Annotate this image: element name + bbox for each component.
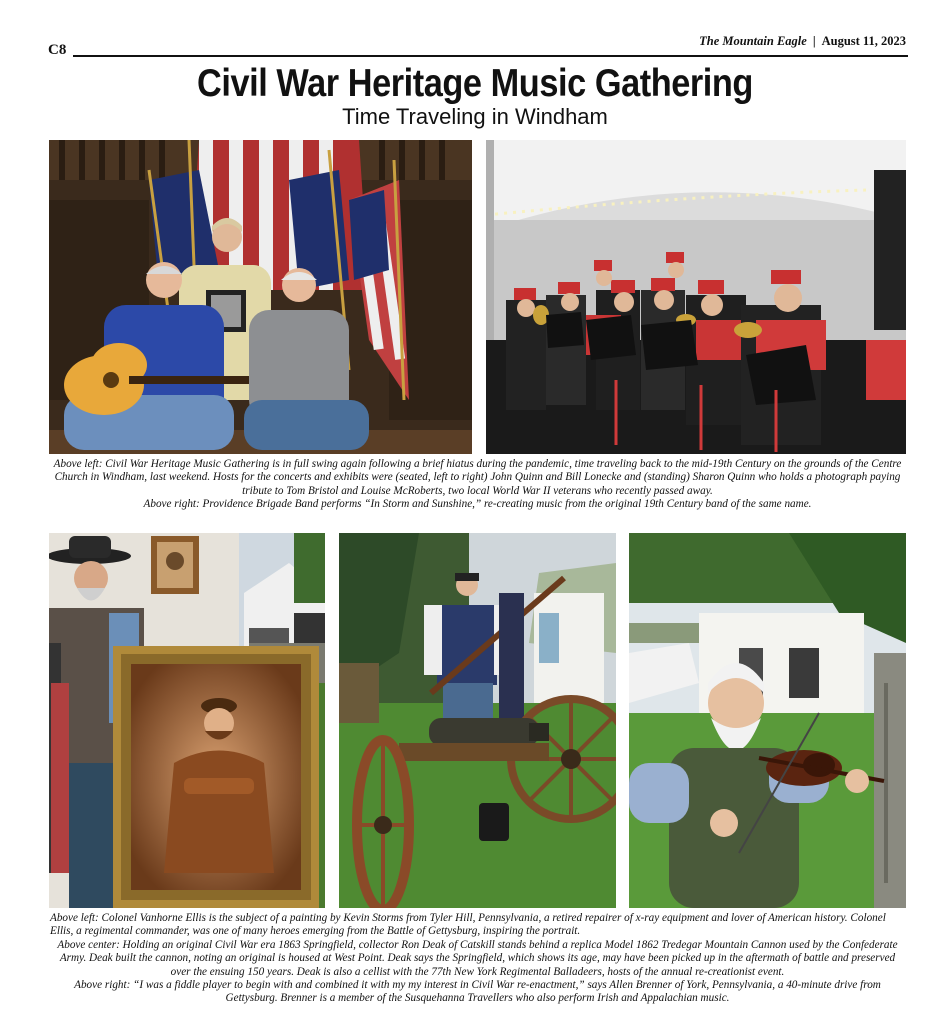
headline: Civil War Heritage Music Gathering bbox=[197, 62, 753, 105]
photo-colonel-portrait bbox=[49, 533, 325, 908]
photo-fiddle-player bbox=[629, 533, 906, 908]
caption-bottom-right: Above right: “I was a fiddle player to begin with and combined it with my my interest in Civil War re-enactment,” says Allen Brenner of York, Pennsylvania, a 40-minute drive from Gettysburg. Brenner is a member of the Susquehanna Travellers who also perform Irish and Appalachian music. bbox=[74, 979, 881, 1005]
caption-bottom-center: Above center: Holding an original Civil War era 1863 Springfield, collector Ron Deak of Catskill stands behind a replica Model 1862 Tredegar Mountain Cannon used by the Confederate Army. Deak built the cannon, noting an original is housed at West Point. Deak says the Springfield, which shows its age, may have been picked up in the aftermath of battle and preserved over the ensuing 150 years. Deak is also a cellist with the 77th New York Regimental Balladeers, hosts of the annual re-creationist event. bbox=[57, 938, 898, 978]
photo-hosts-with-flags bbox=[49, 140, 472, 454]
issue-date: August 11, 2023 bbox=[821, 34, 906, 48]
caption-top-right: Above right: Providence Brigade Band performs “In Storm and Sunshine,” re-creating music from the original 19th Century band of the same name. bbox=[143, 498, 812, 511]
page-number: C8 bbox=[48, 42, 67, 58]
caption-top bbox=[50, 458, 905, 512]
header-rule bbox=[73, 55, 908, 57]
photo-cannon bbox=[339, 533, 616, 908]
caption-top-left: Above left: Civil War Heritage Music Gathering is in full swing again following a brief hiatus during the pandemic, time traveling back to the mid-19th Century on the grounds of the Centre Church in Windham, last weekend. Hosts for the concerts and exhibits were (seated, left to right) John Quinn and Bill Lonecke and (standing) Sharon Quinn who holds a photograph paying tribute to Tom Bristol and Louise McRoberts, two local World War II veterans who recently passed away. bbox=[53, 458, 902, 497]
masthead bbox=[699, 34, 906, 49]
caption-bottom-left: Above left: Colonel Vanhorne Ellis is the subject of a painting by Kevin Storms from Tyler Hill, Pennsylvania, a retired repairer of x-ray equipment and lover of American history. Colonel Ellis, a regimental commander, was one of many heroes emerging from the Battle of Gettysburg, inspiring the portrait. bbox=[50, 912, 886, 938]
masthead-separator: | bbox=[812, 34, 816, 48]
caption-bottom bbox=[50, 912, 905, 1006]
publication-name: The Mountain Eagle bbox=[699, 34, 807, 48]
photo-brigade-band bbox=[486, 140, 906, 454]
subheadline: Time Traveling in Windham bbox=[342, 104, 608, 129]
